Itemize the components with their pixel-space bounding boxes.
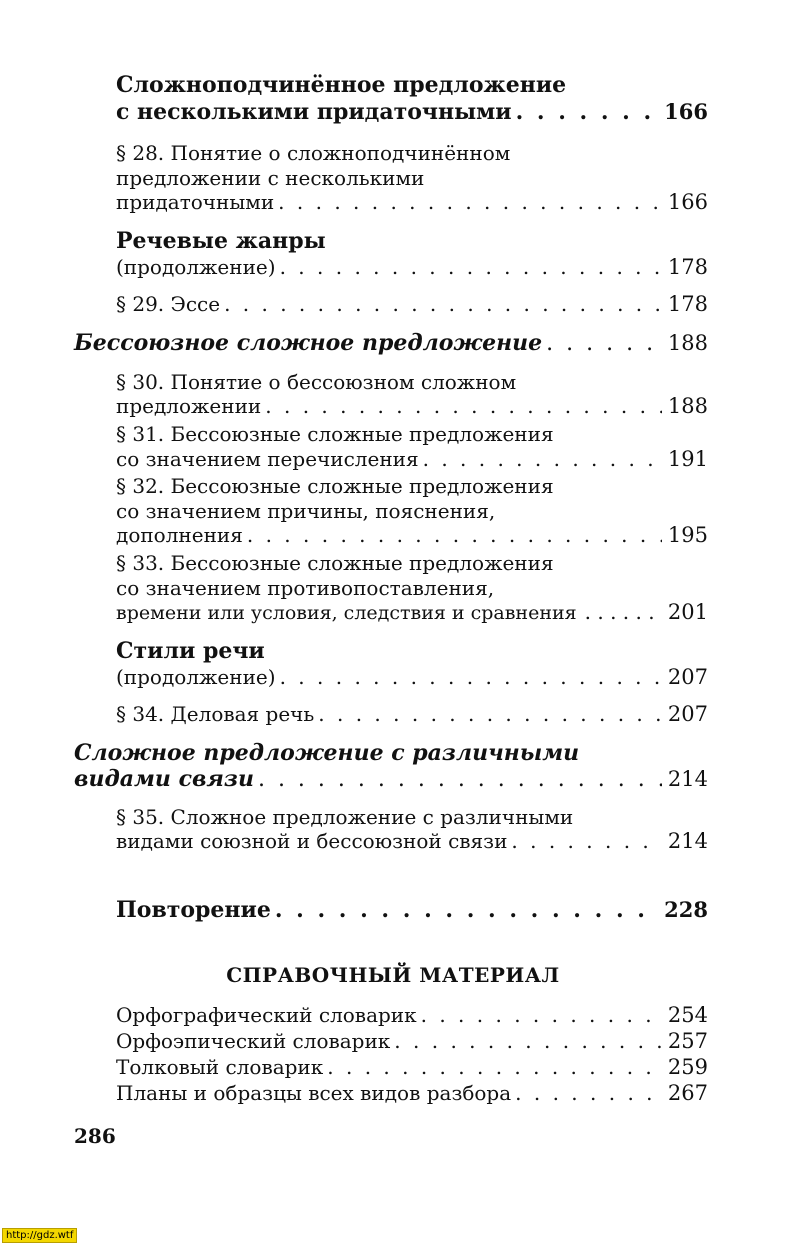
toc-page-number: 228 — [664, 897, 708, 922]
toc-paragraph-30-line1: § 30. Понятие о бессоюзном сложном — [116, 370, 517, 394]
toc-entry-reference-spelling[interactable] — [116, 1003, 708, 1027]
toc-entry-label: Орфоэпический словарик — [116, 1029, 391, 1053]
section-heading-complex-sentence: Сложноподчинённое предложение — [116, 72, 567, 98]
toc-paragraph-32-line1: § 32. Бессоюзные сложные предложения — [116, 474, 554, 498]
section-heading-speech-genres: Речевые жанры — [116, 228, 326, 254]
toc-entry-paragraph-29[interactable] — [116, 292, 708, 316]
toc-entry-complex-sentence[interactable] — [116, 99, 708, 125]
dot-leader — [280, 665, 662, 689]
toc-entry-paragraph-35[interactable] — [116, 829, 708, 853]
toc-page-number: 259 — [667, 1055, 708, 1079]
dot-leader — [278, 190, 662, 214]
toc-entry-speech-styles[interactable] — [116, 665, 708, 689]
dot-leader — [318, 702, 662, 726]
dot-leader — [280, 255, 662, 279]
toc-entry-label: Орфографический словарик — [116, 1003, 417, 1027]
dot-leader — [423, 447, 662, 471]
dot-leader — [327, 1055, 662, 1079]
toc-page-number: 207 — [667, 702, 708, 726]
toc-page-number: 195 — [667, 523, 708, 547]
toc-entry-reference-parsing[interactable] — [116, 1081, 708, 1105]
dot-leader — [258, 767, 662, 792]
toc-entry-label: Бессоюзное сложное предложение — [74, 330, 543, 356]
reference-section-title: СПРАВОЧНЫЙ МАТЕРИАЛ — [226, 963, 560, 987]
toc-entry-label: § 34. Деловая речь — [116, 702, 315, 726]
toc-page-number: 267 — [667, 1081, 708, 1105]
toc-entry-asyndetic-sentence[interactable] — [74, 330, 708, 356]
toc-entry-paragraph-32[interactable] — [116, 523, 708, 547]
toc-entry-label: с несколькими придаточными — [116, 99, 512, 125]
toc-entry-label: видами связи — [74, 766, 254, 792]
toc-paragraph-31-line1: § 31. Бессоюзные сложные предложения — [116, 422, 554, 446]
toc-page-number: 201 — [667, 600, 708, 624]
toc-entry-label: предложении — [116, 394, 262, 418]
dot-leader — [511, 829, 662, 853]
watermark-link[interactable]: http://gdz.wtf — [2, 1228, 77, 1243]
dot-leader — [394, 1029, 662, 1053]
dot-leader — [421, 1003, 662, 1027]
dot-leader — [585, 600, 660, 624]
toc-entry-reference-orthoepic[interactable] — [116, 1029, 708, 1053]
toc-entry-label: (продолжение) — [116, 255, 276, 279]
page-number: 286 — [74, 1124, 116, 1148]
toc-page-number: 178 — [667, 292, 708, 316]
toc-entry-paragraph-30[interactable] — [116, 394, 708, 418]
toc-entry-paragraph-31[interactable] — [116, 447, 708, 471]
dot-leader — [516, 99, 659, 125]
toc-entry-review[interactable] — [116, 897, 708, 923]
section-heading-speech-styles: Стили речи — [116, 638, 265, 664]
toc-entry-label: видами союзной и бессоюзной связи — [116, 829, 508, 853]
toc-entry-label: Толковый словарик — [116, 1055, 324, 1079]
toc-entry-paragraph-28[interactable] — [116, 190, 708, 214]
toc-entry-label: со значением перечисления — [116, 447, 419, 471]
toc-paragraph-28-line1: § 28. Понятие о сложноподчинённом — [116, 141, 511, 165]
toc-entry-label: Планы и образцы всех видов разбора — [116, 1081, 512, 1105]
dot-leader — [247, 523, 662, 547]
toc-page-number: 166 — [664, 99, 708, 124]
toc-paragraph-33-line1: § 33. Бессоюзные сложные предложения — [116, 551, 554, 575]
toc-entry-label: дополнения — [116, 523, 243, 547]
toc-entry-paragraph-34[interactable] — [116, 702, 708, 726]
toc-paragraph-35-line1: § 35. Сложное предложение с различными — [116, 805, 574, 829]
dot-leader — [546, 331, 662, 356]
toc-page-number: 214 — [667, 767, 708, 791]
dot-leader — [265, 394, 662, 418]
toc-page-number: 214 — [667, 829, 708, 853]
toc-entry-reference-explanatory[interactable] — [116, 1055, 708, 1079]
toc-page-number: 166 — [667, 190, 708, 214]
toc-entry-label: § 29. Эссе — [116, 292, 221, 316]
dot-leader — [515, 1081, 662, 1105]
toc-entry-label: времени или условия, следствия и сравнения — [116, 602, 577, 624]
toc-entry-label: придаточными — [116, 190, 275, 214]
toc-page-number: 254 — [667, 1003, 708, 1027]
toc-page-number: 191 — [667, 447, 708, 471]
section-heading-mixed-sentence: Сложное предложение с различными — [74, 740, 580, 766]
toc-entry-mixed-sentence[interactable] — [74, 766, 708, 792]
toc-page-number: 257 — [667, 1029, 708, 1053]
toc-entry-label: Повторение — [116, 897, 271, 923]
toc-entry-speech-genres[interactable] — [116, 255, 708, 279]
toc-page-number: 188 — [667, 394, 708, 418]
toc-entry-paragraph-33[interactable] — [116, 600, 708, 624]
toc-page-number: 207 — [667, 665, 708, 689]
toc-page-number: 188 — [667, 331, 708, 355]
dot-leader — [275, 897, 658, 923]
toc-page-number: 178 — [667, 255, 708, 279]
dot-leader — [224, 292, 662, 316]
toc-paragraph-28-line2: предложении с несколькими — [116, 166, 425, 190]
toc-paragraph-32-line2: со значением причины, пояснения, — [116, 499, 496, 523]
toc-paragraph-33-line2: со значением противопоставления, — [116, 576, 495, 600]
toc-entry-label: (продолжение) — [116, 665, 276, 689]
